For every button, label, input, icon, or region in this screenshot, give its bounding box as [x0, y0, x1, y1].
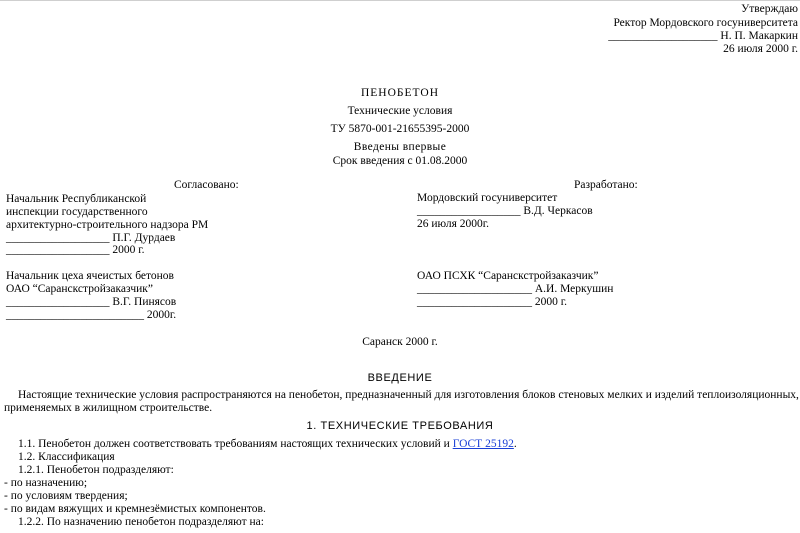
developed-block1-line1: Мордовский госуниверситет: [417, 192, 558, 204]
agreed-block1-line2: инспекции государственного: [6, 206, 148, 218]
effective-date: Срок введения с 01.08.2000: [332, 155, 468, 167]
agreed-block1-line4: __________________ П.Г. Дурдаев: [6, 232, 176, 244]
agreed-block2-line1: Начальник цеха ячеистых бетонов: [6, 270, 174, 282]
agreed-block1-line5: __________________ 2000 г.: [6, 244, 145, 256]
developed-block2-line3: ____________________ 2000 г.: [417, 296, 568, 308]
top-border: [0, 0, 800, 1]
section1-line-1-2-2: 1.2.2. По назначению пенобетон подразделяют на:: [18, 516, 264, 528]
introduced-note: Введены впервые: [353, 141, 447, 153]
approval-line-approved: Утверждаю: [741, 3, 798, 15]
section1-p1-end: .: [513, 438, 517, 450]
agreed-block1-line1: Начальник Республиканской: [6, 193, 147, 205]
section1-list-item-purpose: - по назначению;: [4, 477, 88, 489]
document-subtitle: Технические условия: [347, 105, 453, 117]
section1-heading: 1. ТЕХНИЧЕСКИЕ ТРЕБОВАНИЯ: [306, 420, 494, 432]
section1-p1-text: 1.1. Пенобетон должен соответствовать требованиям настоящих технических условий и: [18, 438, 453, 450]
developed-block2-line2: ____________________ А.И. Меркушин: [417, 283, 614, 295]
section1-list-item-hardening: - по условиям твердения;: [4, 490, 128, 502]
developed-block1-line3: 26 июля 2000г.: [417, 218, 490, 230]
agreed-header: Согласовано:: [174, 179, 239, 191]
gost-25192-link[interactable]: ГОСТ 25192: [452, 438, 514, 450]
document-title: ПЕНОБЕТОН: [360, 87, 440, 99]
developed-block1-line2: __________________ В.Д. Черкасов: [417, 205, 593, 217]
section1-list-item-binders: - по видам вяжущих и кремнезёмистых компонентов.: [4, 503, 266, 515]
document-code: ТУ 5870-001-21655395-2000: [330, 123, 470, 135]
approval-line-rector: Ректор Мордовского госуниверситета: [613, 17, 798, 29]
agreed-block1-line3: архитектурно-строительного надзора РМ: [6, 219, 209, 231]
introduction-paragraph-line2: применяемых в жилищном строительстве.: [4, 402, 213, 414]
section1-line-1-2-1: 1.2.1. Пенобетон подразделяют:: [18, 464, 174, 476]
introduction-paragraph-line1: Настоящие технические условия распространяются на пенобетон, предназначенный для изготовления блоков стеновых мелких и изделий теплоизоляционных,: [18, 389, 799, 401]
approval-line-date: 26 июля 2000 г.: [723, 43, 798, 55]
agreed-block2-line4: ________________________ 2000г.: [6, 309, 177, 321]
section1-line-1-2: 1.2. Классификация: [18, 451, 115, 463]
introduction-heading: ВВЕДЕНИЕ: [367, 372, 433, 384]
agreed-block2-line2: ОАО “Саранскстройзаказчик”: [6, 283, 153, 295]
section1-paragraph-1-1: [18, 439, 517, 451]
agreed-block2-line3: __________________ В.Г. Пинясов: [6, 296, 177, 308]
place-year: Саранск 2000 г.: [362, 336, 438, 348]
developed-block2-line1: ОАО ПСХК “Саранскстройзаказчик”: [417, 270, 599, 282]
approval-line-signature: ___________________ Н. П. Макаркин: [608, 30, 798, 42]
developed-header: Разработано:: [574, 179, 638, 191]
